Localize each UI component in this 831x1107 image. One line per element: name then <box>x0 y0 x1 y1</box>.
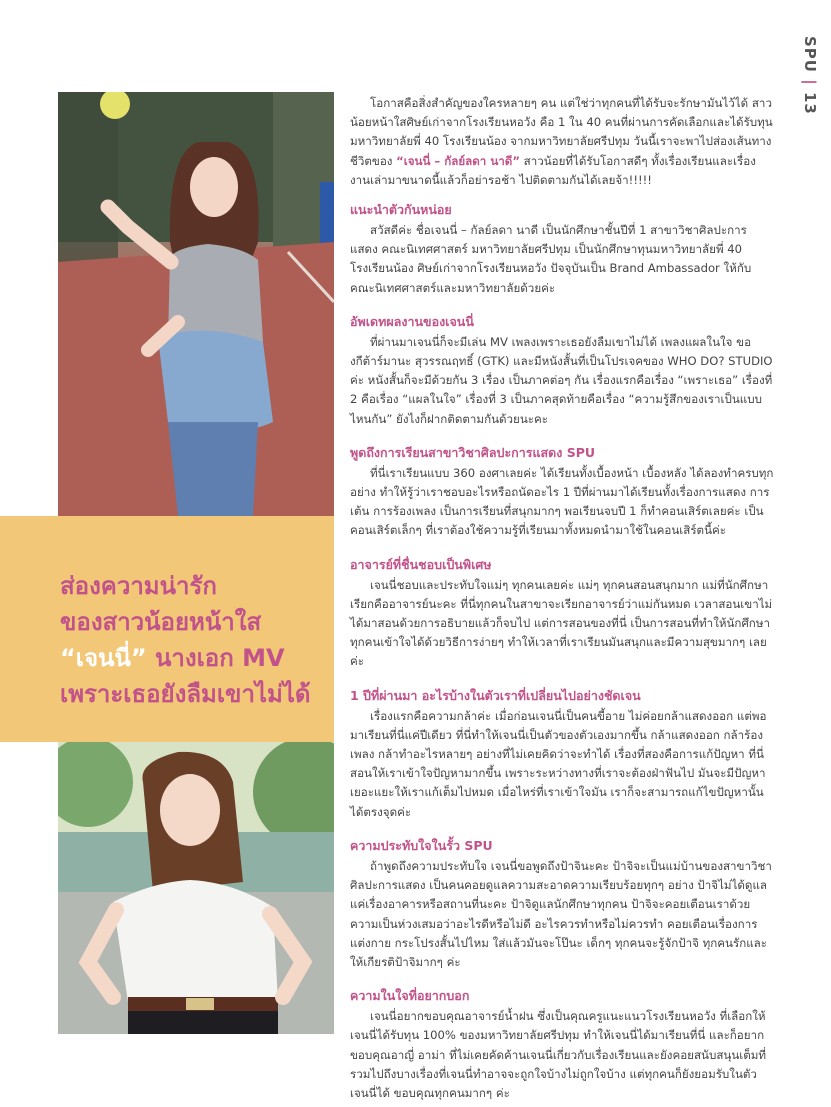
section-heading-message: ความในใจที่อยากบอก <box>350 988 470 1004</box>
headline-line-3 <box>60 640 330 676</box>
intro-text-a: โอกาสคือสิ่งสำคัญของใครหลายๆ คน แต่ใช่ว่าทุกคนที่ได้รับจะรักษามันไว้ได้ สาวน้อยหน้าใสศิษย์เก่าจากโรงเรียนหอวัง คือ 1 ใน 40 คนที่ผ่านการคัดเลือกและได้รับทุนมหาวิทยาลัยพี่ 40 โรงเรียนน้อง จากมหาวิทยาลัยศรีปทุม วันนี้เราจะพาไปส่องเส้นทางชีวิตของ <box>350 96 773 168</box>
section-heading-works: อัพเดทผลงานของเจนนี่ <box>350 313 474 329</box>
headline-line-3-rest: นางเอก MV <box>146 644 285 672</box>
intro-paragraph <box>350 94 774 190</box>
photo-park-illustration <box>58 742 334 1034</box>
section-body-message: เจนนี่อยากขอบคุณอาจารย์น้ำฝน ซึ่งเป็นคุณครูแนะแนวโรงเรียนหอวัง ที่เลือกให้เจนนี่ได้รับทุน 100% ของมหาวิทยาลัยศรีปทุม ทำให้เจนนี่ได้มาเรียนที่นี่ และก็อยากขอบคุณอาญี่ อาม่า ที่ไม่เคยคัดค้านเจนนี่เกี่ยวกับเรื่องเรียนและยังคอยสนับสนุนเต็มที่ รวมไปถึงบางเรื่องที่เจนนี่ทำอาจจะถูกใจบ้างไม่ถูกใจบ้าง แต่ทุกคนก็ยังยอมรับในตัวเจนนี่ได้ ขอบคุณทุกคนมากๆ ค่ะ <box>350 1009 767 1100</box>
section-body-works: ที่ผ่านมาเจนนี่ก็จะมีเล่น MV เพลงเพราะเธอยังลืมเขาไม่ได้ เพลงแผลในใจ ของกีต้าร์มานะ สุวรรณฤทธิ์ (GTK) และมีหนังสั้นที่เป็นโปรเจคของ WHO DO? STUDIO ค่ะ หนังสั้นก็จะมีด้วยกัน 3 เรื่อง เป็นภาคต่อๆ กัน เรื่องแรกคือเรื่อง “เพราะเธอ” เรื่องที่ 2 คือเรื่อง “แผลในใจ” เรื่องที่ 3 เป็นภาคสุดท้ายคือเรื่อง “ความรู้สึกของเราเป็นแบบไหนกัน” ยังไงก็ฝากติดตามกันด้วยนะคะ <box>350 334 773 426</box>
section-body-change: เรื่องแรกคือความกล้าค่ะ เมื่อก่อนเจนนี่เป็นคนขี้อาย ไม่ค่อยกล้าแสดงออก แต่พอมาเรียนที่นี่แค่ปีเดียว ที่นี่ทำให้เจนนี่เป็นตัวของตัวเองมากขึ้น กล้าแสดงออก กล้าร้องเพลง กล้าทำอะไรหลายๆ อย่างที่ไม่เคยคิดว่าจะทำได้ เรื่องที่สองคือการแก้ปัญหา ที่นี่สอนให้เราเข้าใจปัญหามากขึ้น เพราะระหว่างทางที่เราจะต้องฝ่าฟันไป มันจะมีปัญหาเยอะแยะให้เราแก้เต็มไปหมด เมื่อไหร่ที่เราเข้าใจมัน เราก็จะสามารถแก้ไขปัญหานั้นได้ตรงจุดค่ะ <box>350 708 767 819</box>
intro-text-b: สาวน้อยที่ได้รับโอกาสดีๆ ทั้งเรื่องเรียนและเรื่องงานเล่ามาขนาดนี้แล้วก็อย่ารอช้า ไปติดตามกันได้เลยจ้า!!!!! <box>350 153 756 187</box>
section-heading-study: พูดถึงการเรียนสาขาวิชาศิลปะการแสดง SPU <box>350 444 596 460</box>
section-body-teacher: เจนนี่ชอบและประทับใจแม่ๆ ทุกคนเลยค่ะ แม่ๆ ทุกคนสอนสนุกมาก แม่ที่นักศึกษาเรียกคืออาจารย์นะคะ ที่นี่ทุกคนในสาขาจะเรียกอาจารย์ว่าแม่กันหมด เวลาสอนเขาไม่ได้มาสอนด้วยการอธิบายแล้วก็จบไป แต่การสอนของที่นี่ เป็นการสอนที่ทำให้นักศึกษาทุกคนเข้าใจได้ด้วยวิธีการง่ายๆ ทำให้เวลาที่เราเรียนมันสนุกและมีความสุขมากๆ เลยค่ะ <box>350 577 773 669</box>
brand-page-marker: SPU | 13 <box>801 36 819 115</box>
photo-tennis-court <box>58 92 334 516</box>
section-body-intro: สวัสดีค่ะ ชื่อเจนนี่ – กัลย์ลดา นาดี เป็นนักศึกษาชั้นปีที่ 1 สาขาวิชาศิลปะการแสดง คณะนิเทศศาสตร์ มหาวิทยาลัยศรีปทุม เป็นนักศึกษาทุนมหาวิทยาลัยพี่ 40 โรงเรียนน้อง ศิษย์เก่าจากโรงเรียนหอวัง ปัจจุบันเป็น Brand Ambassador ให้กับคณะนิเทศศาสตร์และมหาวิทยาลัยด้วยค่ะ <box>350 223 752 295</box>
section-heading-impression: ความประทับใจในรั้ว SPU <box>350 837 493 853</box>
photo-tennis-court-illustration <box>58 92 334 516</box>
section-body-impression: ถ้าพูดถึงความประทับใจ เจนนี่ขอพูดถึงป้าจินะคะ ป้าจิจะเป็นแม่บ้านของสาขาวิชาศิลปะการแสดง เป็นคนคอยดูแลความสะอาดความเรียบร้อยทุกๆ อย่าง ป้าจิไม่ได้ดูแลแค่เรื่องอาคารหรือสถานที่นะคะ ป้าจิดูแลนักศึกษาทุกคน ป้าจิจะคอยเตือนเราด้วยความเป็นห่วงเสมอว่าอะไรดีหรือไม่ดี อะไรควรทำหรือไม่ควรทำ คอยเตือนเรื่องการแต่งกาย กระโปรงสั้นไปไหม ใส่แล้วมันจะโป๊นะ เด็กๆ ทุกคนจะรู้จักป้าจิ ทุกคนรักและให้เกียรติป้าจิมากๆ ค่ะ <box>350 858 772 969</box>
headline-line-4: เพราะเธอยังลืมเขาไม่ได้ <box>60 680 311 708</box>
intro-name: “เจนนี่ – กัลย์ลดา นาดี” <box>396 153 520 168</box>
section-heading-teacher: อาจารย์ที่ชื่นชอบเป็นพิเศษ <box>350 556 492 572</box>
headline-line-1: ส่องความน่ารัก <box>60 572 217 600</box>
article-body <box>350 94 774 1103</box>
section-heading-intro: แนะนำตัวกันหน่อย <box>350 202 452 218</box>
section-heading-change: 1 ปีที่ผ่านมา อะไรบ้างในตัวเราที่เปลี่ยนไปอย่างชัดเจน <box>350 687 641 703</box>
headline-name: “เจนนี่” <box>60 644 147 672</box>
headline-text <box>60 568 330 712</box>
photo-park-portrait <box>58 742 334 1034</box>
section-body-study: ที่นี่เราเรียนแบบ 360 องศาเลยค่ะ ได้เรียนทั้งเบื้องหน้า เบื้องหลัง ได้ลองทำครบทุกอย่าง ทำให้รู้ว่าเราชอบอะไรหรือถนัดอะไร 1 ปีที่ผ่านมาได้เรียนทั้งเรื่องการแสดง การเต้น การร้องเพลง เป็นการเรียนที่สนุกมากๆ พอเรียนจบปี 1 ก็ทำคอนเสิร์ตเลยค่ะ เป็นคอนเสิร์ตเล็กๆ ที่เราต้องใช้ความรู้ที่เรียนมาทั้งหมดนำมาใช้ในคอนเสิร์ตนี้ค่ะ <box>350 465 774 538</box>
brand-logo: SPU <box>801 36 819 73</box>
headline-line-2: ของสาวน้อยหน้าใส <box>60 608 262 636</box>
page-number: 13 <box>801 91 819 115</box>
